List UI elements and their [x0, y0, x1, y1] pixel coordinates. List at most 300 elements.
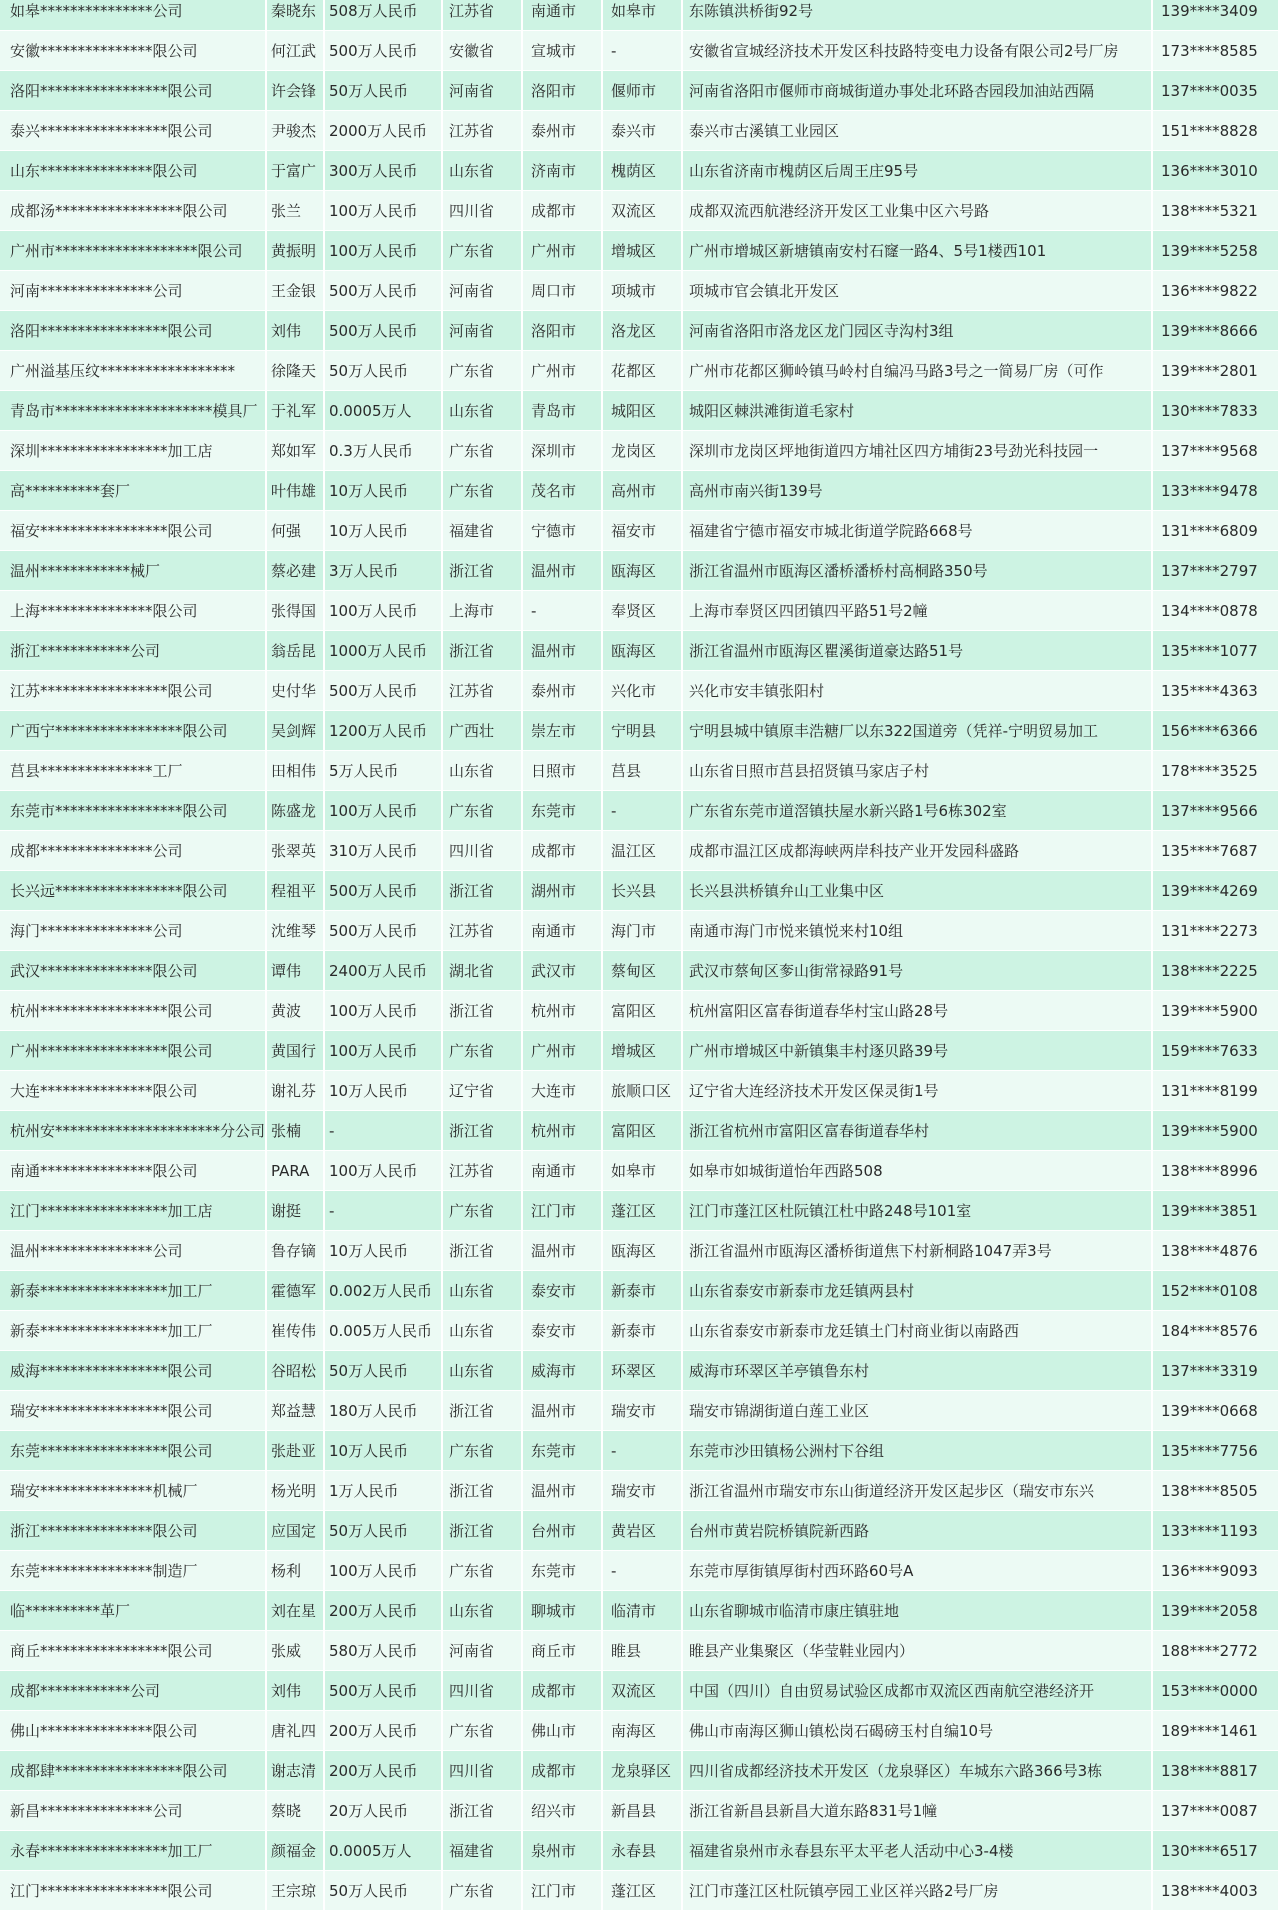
legal-person-cell: 尹骏杰 [267, 111, 325, 151]
legal-person-cell: 谭伟 [267, 951, 325, 991]
phone-cell: 159****7633 [1161, 1041, 1258, 1060]
phone-cell: 138****4876 [1161, 1241, 1258, 1260]
registered-capital-cell: 2400万人民币 [325, 951, 443, 991]
table-row [0, 871, 1278, 911]
company-name-cell: 东莞***************制造厂 [0, 1551, 267, 1591]
company-name-cell: 东莞*****************限公司 [0, 1431, 267, 1471]
legal-person-cell: 何强 [267, 511, 325, 551]
table-row [0, 191, 1278, 231]
city-cell: 日照市 [523, 751, 603, 791]
district-cell: 泰兴市 [603, 111, 683, 151]
registered-capital-cell: 0.3万人民币 [325, 431, 443, 471]
province-cell: 浙江省 [443, 1471, 523, 1511]
province-cell: 广东省 [443, 1711, 523, 1751]
company-name-cell: 南通***************限公司 [0, 1151, 267, 1191]
city-cell: 东莞市 [523, 1551, 603, 1591]
address-cell: 南通市海门市悦来镇悦来村10组 [683, 911, 1153, 951]
legal-person-cell: 郑益慧 [267, 1391, 325, 1431]
legal-person-cell: 刘伟 [267, 311, 325, 351]
legal-person-cell: 张得国 [267, 591, 325, 631]
table-row [0, 1711, 1278, 1751]
company-name-cell: 长兴远*****************限公司 [0, 871, 267, 911]
province-cell: 浙江省 [443, 871, 523, 911]
company-name-cell: 青岛市*********************模具厂 [0, 391, 267, 431]
address-cell: 山东省泰安市新泰市龙廷镇土门村商业街以南路西 [683, 1311, 1153, 1351]
registered-capital-cell: 500万人民币 [325, 271, 443, 311]
city-cell: 东莞市 [523, 1431, 603, 1471]
registered-capital-cell: 100万人民币 [325, 791, 443, 831]
province-cell: 四川省 [443, 1671, 523, 1711]
city-cell: 江门市 [523, 1191, 603, 1231]
table-row [0, 1471, 1278, 1511]
table-row [0, 151, 1278, 191]
address-cell: 福建省泉州市永春县东平太平老人活动中心3-4楼 [683, 1831, 1153, 1871]
city-cell: 温州市 [523, 551, 603, 591]
address-cell: 福建省宁德市福安市城北街道学院路668号 [683, 511, 1153, 551]
legal-person-cell: 黄振明 [267, 231, 325, 271]
company-name-cell: 成都汤*****************限公司 [0, 191, 267, 231]
address-cell: 瑞安市锦湖街道白莲工业区 [683, 1391, 1153, 1431]
table-row [0, 0, 1278, 31]
address-cell: 武汉市蔡甸区奓山街常禄路91号 [683, 951, 1153, 991]
address-cell: 上海市奉贤区四团镇四平路51号2幢 [683, 591, 1153, 631]
city-cell: 温州市 [523, 631, 603, 671]
registered-capital-cell: 508万人民币 [325, 0, 443, 31]
table-row [0, 991, 1278, 1031]
legal-person-cell: 谢挺 [267, 1191, 325, 1231]
city-cell: 成都市 [523, 191, 603, 231]
address-cell: 广州市花都区狮岭镇马岭村自编冯马路3号之一简易厂房（可作 [683, 351, 1153, 391]
table-row [0, 911, 1278, 951]
city-cell: 宁德市 [523, 511, 603, 551]
city-cell: 东莞市 [523, 791, 603, 831]
city-cell: 南通市 [523, 0, 603, 31]
company-name-cell: 安徽***************限公司 [0, 31, 267, 71]
address-cell: 广州市增城区新塘镇南安村石窿一路4、5号1楼西101 [683, 231, 1153, 271]
phone-cell: 135****7756 [1161, 1441, 1258, 1460]
address-cell: 浙江省温州市瓯海区潘桥潘桥村高桐路350号 [683, 551, 1153, 591]
phone-cell: 137****0087 [1161, 1801, 1258, 1820]
registered-capital-cell: 100万人民币 [325, 1151, 443, 1191]
city-cell: 广州市 [523, 1031, 603, 1071]
phone-cell: 136****3010 [1161, 161, 1258, 180]
province-cell: 湖北省 [443, 951, 523, 991]
table-row [0, 271, 1278, 311]
province-cell: 四川省 [443, 191, 523, 231]
legal-person-cell: 秦晓东 [267, 0, 325, 31]
phone-cell: 138****5321 [1161, 201, 1258, 220]
district-cell: 如皋市 [603, 1151, 683, 1191]
registered-capital-cell: 100万人民币 [325, 191, 443, 231]
province-cell: 山东省 [443, 1351, 523, 1391]
city-cell: 泰安市 [523, 1271, 603, 1311]
province-cell: 安徽省 [443, 31, 523, 71]
legal-person-cell: 徐隆天 [267, 351, 325, 391]
table-row [0, 351, 1278, 391]
province-cell: 江苏省 [443, 111, 523, 151]
company-name-cell: 高**********套厂 [0, 471, 267, 511]
registered-capital-cell: 200万人民币 [325, 1751, 443, 1791]
table-row [0, 1631, 1278, 1671]
province-cell: 江苏省 [443, 911, 523, 951]
city-cell: 杭州市 [523, 1111, 603, 1151]
company-name-cell: 江门*****************加工店 [0, 1191, 267, 1231]
address-cell: 东莞市厚街镇厚街村西环路60号A [683, 1551, 1153, 1591]
company-name-cell: 瑞安***************机械厂 [0, 1471, 267, 1511]
address-cell: 广东省东莞市道滘镇扶屋水新兴路1号6栋302室 [683, 791, 1153, 831]
district-cell: - [603, 31, 683, 71]
province-cell: 山东省 [443, 1311, 523, 1351]
legal-person-cell: 许会锋 [267, 71, 325, 111]
phone-cell: 173****8585 [1161, 41, 1258, 60]
legal-person-cell: 于富广 [267, 151, 325, 191]
address-cell: 高州市南兴街139号 [683, 471, 1153, 511]
table-row [0, 671, 1278, 711]
district-cell: 如皋市 [603, 0, 683, 31]
registered-capital-cell: 2000万人民币 [325, 111, 443, 151]
registered-capital-cell: 1000万人民币 [325, 631, 443, 671]
district-cell: 新泰市 [603, 1271, 683, 1311]
address-cell: 江门市蓬江区杜阮镇江杜中路248号101室 [683, 1191, 1153, 1231]
company-name-cell: 新昌***************公司 [0, 1791, 267, 1831]
phone-cell: 133****9478 [1161, 481, 1258, 500]
district-cell: 增城区 [603, 1031, 683, 1071]
address-cell: 城阳区棘洪滩街道毛家村 [683, 391, 1153, 431]
table-row [0, 31, 1278, 71]
company-name-cell: 威海*****************限公司 [0, 1351, 267, 1391]
table-row [0, 831, 1278, 871]
province-cell: 福建省 [443, 511, 523, 551]
phone-cell: 136****9093 [1161, 1561, 1258, 1580]
city-cell: 武汉市 [523, 951, 603, 991]
city-cell: 温州市 [523, 1231, 603, 1271]
company-name-cell: 广州市*******************限公司 [0, 231, 267, 271]
address-cell: 东莞市沙田镇杨公洲村下谷组 [683, 1431, 1153, 1471]
district-cell: 临清市 [603, 1591, 683, 1631]
district-cell: 兴化市 [603, 671, 683, 711]
registered-capital-cell: 100万人民币 [325, 1031, 443, 1071]
district-cell: 新泰市 [603, 1311, 683, 1351]
province-cell: 辽宁省 [443, 1071, 523, 1111]
phone-cell: 138****8505 [1161, 1481, 1258, 1500]
district-cell: 项城市 [603, 271, 683, 311]
company-name-cell: 武汉***************限公司 [0, 951, 267, 991]
address-cell: 长兴县洪桥镇弁山工业集中区 [683, 871, 1153, 911]
registered-capital-cell: 200万人民币 [325, 1711, 443, 1751]
phone-cell: 139****4269 [1161, 881, 1258, 900]
province-cell: 江苏省 [443, 671, 523, 711]
city-cell: 成都市 [523, 831, 603, 871]
city-cell: 佛山市 [523, 1711, 603, 1751]
table-row [0, 1031, 1278, 1071]
address-cell: 深圳市龙岗区坪地街道四方埔社区四方埔街23号劲光科技园一 [683, 431, 1153, 471]
company-name-cell: 洛阳*****************限公司 [0, 311, 267, 351]
company-name-cell: 如皋***************公司 [0, 0, 267, 31]
address-cell: 如皋市如城街道怡年西路508 [683, 1151, 1153, 1191]
city-cell: 深圳市 [523, 431, 603, 471]
city-cell: 青岛市 [523, 391, 603, 431]
city-cell: 南通市 [523, 1151, 603, 1191]
city-cell: 聊城市 [523, 1591, 603, 1631]
table-row [0, 1311, 1278, 1351]
phone-cell: 139****3851 [1161, 1201, 1258, 1220]
registered-capital-cell: 500万人民币 [325, 31, 443, 71]
phone-cell: 137****9566 [1161, 801, 1258, 820]
city-cell: 威海市 [523, 1351, 603, 1391]
province-cell: 浙江省 [443, 1791, 523, 1831]
company-name-cell: 瑞安*****************限公司 [0, 1391, 267, 1431]
legal-person-cell: 谢志清 [267, 1751, 325, 1791]
table-row [0, 1151, 1278, 1191]
legal-person-cell: 翁岳昆 [267, 631, 325, 671]
district-cell: 城阳区 [603, 391, 683, 431]
province-cell: 山东省 [443, 151, 523, 191]
legal-person-cell: 霍德军 [267, 1271, 325, 1311]
address-cell: 成都双流西航港经济开发区工业集中区六号路 [683, 191, 1153, 231]
company-name-cell: 山东***************限公司 [0, 151, 267, 191]
table-row [0, 431, 1278, 471]
district-cell: 瑞安市 [603, 1471, 683, 1511]
province-cell: 广东省 [443, 231, 523, 271]
address-cell: 辽宁省大连经济技术开发区保灵街1号 [683, 1071, 1153, 1111]
address-cell: 四川省成都经济技术开发区（龙泉驿区）车城东六路366号3栋 [683, 1751, 1153, 1791]
registered-capital-cell: 10万人民币 [325, 471, 443, 511]
legal-person-cell: 颜福金 [267, 1831, 325, 1871]
province-cell: 山东省 [443, 751, 523, 791]
province-cell: 浙江省 [443, 1231, 523, 1271]
company-name-cell: 广州*****************限公司 [0, 1031, 267, 1071]
legal-person-cell: 陈盛龙 [267, 791, 325, 831]
district-cell: 睢县 [603, 1631, 683, 1671]
phone-cell: 137****2797 [1161, 561, 1258, 580]
phone-cell: 130****7833 [1161, 401, 1258, 420]
district-cell: 双流区 [603, 191, 683, 231]
company-name-cell: 大连***************限公司 [0, 1071, 267, 1111]
province-cell: 广东省 [443, 791, 523, 831]
phone-cell: 135****4363 [1161, 681, 1258, 700]
registered-capital-cell: 10万人民币 [325, 1431, 443, 1471]
phone-cell: 138****8996 [1161, 1161, 1258, 1180]
province-cell: 四川省 [443, 1751, 523, 1791]
registered-capital-cell: 100万人民币 [325, 991, 443, 1031]
legal-person-cell: 张楠 [267, 1111, 325, 1151]
district-cell: - [603, 1551, 683, 1591]
legal-person-cell: 田相伟 [267, 751, 325, 791]
company-name-cell: 广西宁*****************限公司 [0, 711, 267, 751]
phone-cell: 189****1461 [1161, 1721, 1258, 1740]
district-cell: 黄岩区 [603, 1511, 683, 1551]
address-cell: 安徽省宣城经济技术开发区科技路特变电力设备有限公司2号厂房 [683, 31, 1153, 71]
legal-person-cell: PARA [267, 1151, 325, 1191]
city-cell: 温州市 [523, 1391, 603, 1431]
address-cell: 东陈镇洪桥街92号 [683, 0, 1153, 31]
legal-person-cell: 史付华 [267, 671, 325, 711]
city-cell: 台州市 [523, 1511, 603, 1551]
table-row [0, 1351, 1278, 1391]
phone-cell: 138****8817 [1161, 1761, 1258, 1780]
district-cell: 永春县 [603, 1831, 683, 1871]
address-cell: 山东省泰安市新泰市龙廷镇两县村 [683, 1271, 1153, 1311]
legal-person-cell: 杨光明 [267, 1471, 325, 1511]
registered-capital-cell: 10万人民币 [325, 1231, 443, 1271]
district-cell: 奉贤区 [603, 591, 683, 631]
city-cell: 宣城市 [523, 31, 603, 71]
phone-cell: 139****8666 [1161, 321, 1258, 340]
registered-capital-cell: 1万人民币 [325, 1471, 443, 1511]
registered-capital-cell: 10万人民币 [325, 1071, 443, 1111]
province-cell: 河南省 [443, 271, 523, 311]
address-cell: 项城市官会镇北开发区 [683, 271, 1153, 311]
city-cell: 洛阳市 [523, 311, 603, 351]
phone-cell: 137****3319 [1161, 1361, 1258, 1380]
district-cell: 旅顺口区 [603, 1071, 683, 1111]
company-name-cell: 成都***************公司 [0, 831, 267, 871]
address-cell: 浙江省温州市瓯海区瞿溪街道豪达路51号 [683, 631, 1153, 671]
district-cell: 福安市 [603, 511, 683, 551]
city-cell: 大连市 [523, 1071, 603, 1111]
registered-capital-cell: 500万人民币 [325, 671, 443, 711]
district-cell: - [603, 791, 683, 831]
province-cell: 浙江省 [443, 1111, 523, 1151]
company-name-cell: 浙江***************限公司 [0, 1511, 267, 1551]
province-cell: 广东省 [443, 1871, 523, 1911]
province-cell: 广东省 [443, 351, 523, 391]
phone-cell: 130****6517 [1161, 1841, 1258, 1860]
table-row [0, 711, 1278, 751]
table-row [0, 551, 1278, 591]
table-row [0, 1271, 1278, 1311]
table-row [0, 631, 1278, 671]
address-cell: 广州市增城区中新镇集丰村逐贝路39号 [683, 1031, 1153, 1071]
table-row [0, 1511, 1278, 1551]
registered-capital-cell: 50万人民币 [325, 351, 443, 391]
legal-person-cell: 蔡必建 [267, 551, 325, 591]
province-cell: 广东省 [443, 1551, 523, 1591]
province-cell: 浙江省 [443, 551, 523, 591]
phone-cell: 139****5900 [1161, 1121, 1258, 1140]
city-cell: 湖州市 [523, 871, 603, 911]
province-cell: 河南省 [443, 71, 523, 111]
phone-cell: 188****2772 [1161, 1641, 1258, 1660]
city-cell: 泰安市 [523, 1311, 603, 1351]
district-cell: 海门市 [603, 911, 683, 951]
legal-person-cell: 叶伟雄 [267, 471, 325, 511]
district-cell: 高州市 [603, 471, 683, 511]
address-cell: 泰兴市古溪镇工业园区 [683, 111, 1153, 151]
table-row [0, 1671, 1278, 1711]
legal-person-cell: 沈维琴 [267, 911, 325, 951]
district-cell: 新昌县 [603, 1791, 683, 1831]
registered-capital-cell: 500万人民币 [325, 311, 443, 351]
company-name-cell: 福安*****************限公司 [0, 511, 267, 551]
company-name-cell: 莒县***************工厂 [0, 751, 267, 791]
registered-capital-cell: 100万人民币 [325, 1551, 443, 1591]
table-row [0, 1071, 1278, 1111]
city-cell: 周口市 [523, 271, 603, 311]
table-row [0, 1391, 1278, 1431]
district-cell: 瓯海区 [603, 551, 683, 591]
phone-cell: 137****9568 [1161, 441, 1258, 460]
table-row [0, 1551, 1278, 1591]
district-cell: 蓬江区 [603, 1871, 683, 1911]
province-cell: 浙江省 [443, 631, 523, 671]
province-cell: 广东省 [443, 1031, 523, 1071]
address-cell: 睢县产业集聚区（华莹鞋业园内） [683, 1631, 1153, 1671]
table-row [0, 751, 1278, 791]
registered-capital-cell: 100万人民币 [325, 231, 443, 271]
province-cell: 河南省 [443, 311, 523, 351]
address-cell: 山东省聊城市临清市康庄镇驻地 [683, 1591, 1153, 1631]
table-row [0, 951, 1278, 991]
registered-capital-cell: 500万人民币 [325, 1671, 443, 1711]
city-cell: 广州市 [523, 231, 603, 271]
city-cell: 商丘市 [523, 1631, 603, 1671]
city-cell: 茂名市 [523, 471, 603, 511]
table-row [0, 311, 1278, 351]
registered-capital-cell: 3万人民币 [325, 551, 443, 591]
address-cell: 河南省洛阳市偃师市商城街道办事处北环路杏园段加油站西隔 [683, 71, 1153, 111]
registered-capital-cell: 180万人民币 [325, 1391, 443, 1431]
company-name-cell: 永春*****************加工厂 [0, 1831, 267, 1871]
city-cell: - [523, 591, 603, 631]
phone-cell: 135****7687 [1161, 841, 1258, 860]
company-name-cell: 商丘*****************限公司 [0, 1631, 267, 1671]
registered-capital-cell: 50万人民币 [325, 71, 443, 111]
province-cell: 浙江省 [443, 1511, 523, 1551]
address-cell: 山东省济南市槐荫区后周王庄95号 [683, 151, 1153, 191]
registered-capital-cell: 1200万人民币 [325, 711, 443, 751]
legal-person-cell: 谢礼芬 [267, 1071, 325, 1111]
legal-person-cell: 王宗琼 [267, 1871, 325, 1911]
city-cell: 温州市 [523, 1471, 603, 1511]
address-cell: 浙江省温州市瑞安市东山街道经济开发区起步区（瑞安市东兴 [683, 1471, 1153, 1511]
table-row [0, 111, 1278, 151]
company-name-cell: 上海***************限公司 [0, 591, 267, 631]
district-cell: 龙泉驿区 [603, 1751, 683, 1791]
table-row [0, 391, 1278, 431]
phone-cell: 184****8576 [1161, 1321, 1258, 1340]
city-cell: 泰州市 [523, 111, 603, 151]
province-cell: 浙江省 [443, 991, 523, 1031]
city-cell: 广州市 [523, 351, 603, 391]
phone-cell: 133****1193 [1161, 1521, 1258, 1540]
company-name-cell: 深圳*****************加工店 [0, 431, 267, 471]
legal-person-cell: 郑如军 [267, 431, 325, 471]
district-cell: 洛龙区 [603, 311, 683, 351]
address-cell: 杭州富阳区富春街道春华村宝山路28号 [683, 991, 1153, 1031]
city-cell: 济南市 [523, 151, 603, 191]
city-cell: 崇左市 [523, 711, 603, 751]
province-cell: 广西壮 [443, 711, 523, 751]
company-name-cell: 江门*****************限公司 [0, 1871, 267, 1911]
company-name-cell: 新泰*****************加工厂 [0, 1271, 267, 1311]
company-name-cell: 佛山***************限公司 [0, 1711, 267, 1751]
table-row [0, 1191, 1278, 1231]
table-row [0, 511, 1278, 551]
registered-capital-cell: 10万人民币 [325, 511, 443, 551]
phone-cell: 139****5900 [1161, 1001, 1258, 1020]
province-cell: 浙江省 [443, 1391, 523, 1431]
address-cell: 宁明县城中镇原丰浩糖厂以东322国道旁（凭祥-宁明贸易加工 [683, 711, 1153, 751]
city-cell: 成都市 [523, 1751, 603, 1791]
legal-person-cell: 刘伟 [267, 1671, 325, 1711]
company-name-cell: 海门***************公司 [0, 911, 267, 951]
table-row [0, 1831, 1278, 1871]
phone-cell: 138****4003 [1161, 1881, 1258, 1900]
registered-capital-cell: - [325, 1191, 443, 1231]
address-cell: 成都市温江区成都海峡两岸科技产业开发园科盛路 [683, 831, 1153, 871]
province-cell: 广东省 [443, 1191, 523, 1231]
